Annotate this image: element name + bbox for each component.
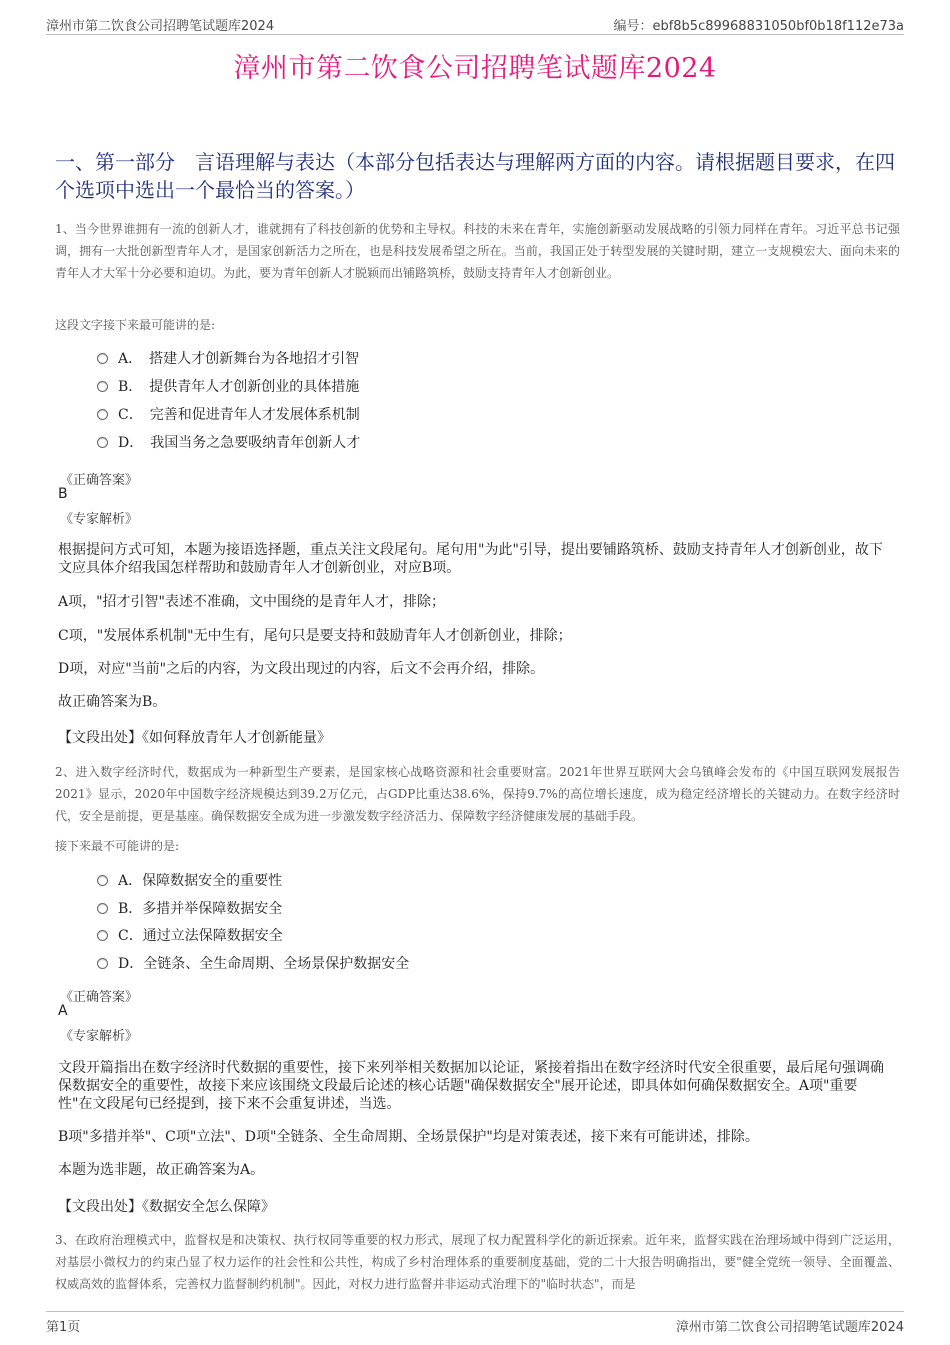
q2-analysis-paragraph: 文段开篇指出在数字经济时代数据的重要性，接下来列举相关数据加以论证，紧接着指出在数字经济时代安全很重要，最后尾句强调确保数据安全的重要性，故接下来应该围绕文段最后论述的核心话题"确保数据安全"展开论述，即具体如何确保数据安全。A项"重要性"在文段尾句已经提到，接下来不会重复讲述，当选。 <box>58 1060 884 1112</box>
q1-option-c[interactable]: C． 完善和促进青年人才发展体系机制 <box>97 405 360 425</box>
q1-analysis-paragraph: C项，"发展体系机制"无中生有，尾句只是要支持和鼓励青年人才创新创业，排除； <box>58 628 572 644</box>
q1-analysis-paragraph: A项，"招才引智"表述不准确，文中围绕的是青年人才，排除； <box>58 594 445 610</box>
q1-option-a[interactable]: A． 搭建人才创新舞台为各地招才引智 <box>97 349 359 369</box>
footer-doc-title: 漳州市第二饮食公司招聘笔试题库2024 <box>675 1320 904 1335</box>
q1-option-d[interactable]: D． 我国当务之急要吸纳青年创新人才 <box>97 433 360 453</box>
q2-option-b[interactable]: B．多措并举保障数据安全 <box>97 899 282 919</box>
radio-icon[interactable] <box>97 353 108 364</box>
section-heading: 一、第一部分 言语理解与表达（本部分包括表达与理解两方面的内容。请根据题目要求，在四个选项中选出一个最恰当的答案。） <box>55 150 895 202</box>
q2-option-c[interactable]: C．通过立法保障数据安全 <box>97 926 283 946</box>
q1-option-b[interactable]: B． 提供青年人才创新创业的具体措施 <box>97 377 359 397</box>
q1-passage: 1、当今世界谁拥有一流的创新人才，谁就拥有了科技创新的优势和主导权。科技的未来在青年，实施创新驱动发展战略的引领力同样在青年。习近平总书记强调，拥有一大批创新型青年人才，是国家创新活力之所在，也是科技发展希望之所在。当前，我国正处于转型发展的关键时期，建立一支规模宏大、面向未来的青年人才大军十分必要和迫切。为此，要为青年创新人才脱颖而出铺路筑桥，鼓励支持青年人才创新创业。 <box>55 222 900 280</box>
radio-icon[interactable] <box>97 903 108 914</box>
q2-source: 【文段出处】《数据安全怎么保障》 <box>58 1199 275 1215</box>
q2-analysis-paragraph: B项"多措并举"、C项"立法"、D项"全链条、全生命周期、全场景保护"均是对策表述，接下来有可能讲述，排除。 <box>58 1129 759 1145</box>
q1-answer: B <box>58 486 68 502</box>
q1-analysis-label: 《专家解析》 <box>60 512 139 527</box>
radio-icon[interactable] <box>97 381 108 392</box>
q2-answer: A <box>58 1003 68 1019</box>
q2-passage: 2、进入数字经济时代，数据成为一种新型生产要素，是国家核心战略资源和社会重要财富。2021年世界互联网大会乌镇峰会发布的《中国互联网发展报告2021》显示，2020年中国数字经济规模达到39.2万亿元，占GDP比重达38.6%，保持9.7%的高位增长速度，成为稳定经济增长的关键动力。在数字经济时代，安全是前提，更是基座。确保数据安全成为进一步激发数字经济活力、保障数字经济健康发展的基础手段。 <box>55 765 900 823</box>
page-header <box>46 12 904 35</box>
header-doc-title: 漳州市第二饮食公司招聘笔试题库2024 <box>46 19 275 34</box>
q2-answer-label: 《正确答案》 <box>60 990 139 1005</box>
q2-question: 接下来最不可能讲的是: <box>55 839 180 853</box>
radio-icon[interactable] <box>97 409 108 420</box>
q2-option-d[interactable]: D．全链条、全生命周期、全场景保护数据安全 <box>97 954 409 974</box>
page-footer <box>46 1311 904 1334</box>
q1-analysis-paragraph: 故正确答案为B。 <box>58 694 167 710</box>
header-doc-id: 编号：ebf8b5c89968831050bf0b18f112e73a <box>613 19 904 34</box>
q3-passage: 3、在政府治理模式中，监督权是和决策权、执行权同等重要的权力形式，展现了权力配置科学化的新近探索。近年来，监督实践在治理场域中得到广泛运用，对基层小微权力的约束凸显了权力运作的社会性和公共性，构成了乡村治理体系的重要制度基础，党的二十大报告明确指出，要"健全党统一领导、全面覆盖、权威高效的监督体系，完善权力监督制约机制"。因此，对权力进行监督并非运动式治理下的"临时状态"，而是 <box>55 1233 900 1291</box>
q2-analysis-paragraph: 本题为选非题，故正确答案为A。 <box>58 1162 265 1178</box>
q2-analysis-label: 《专家解析》 <box>60 1029 139 1044</box>
radio-icon[interactable] <box>97 958 108 969</box>
q1-source: 【文段出处】《如何释放青年人才创新能量》 <box>58 730 331 746</box>
radio-icon[interactable] <box>97 930 108 941</box>
q1-analysis-paragraph: 根据提问方式可知，本题为接语选择题，重点关注文段尾句。尾句用"为此"引导，提出要铺路筑桥、鼓励支持青年人才创新创业，故下文应具体介绍我国怎样帮助和鼓励青年人才创新创业，对应B项。 <box>58 542 883 576</box>
q1-question: 这段文字接下来最可能讲的是: <box>55 318 216 332</box>
q1-answer-label: 《正确答案》 <box>60 473 139 488</box>
q2-option-a[interactable]: A．保障数据安全的重要性 <box>97 871 282 891</box>
page-title: 漳州市第二饮食公司招聘笔试题库2024 <box>233 53 717 84</box>
q1-analysis-paragraph: D项，对应"当前"之后的内容，为文段出现过的内容，后文不会再介绍，排除。 <box>58 661 545 677</box>
radio-icon[interactable] <box>97 437 108 448</box>
page-number: 第1页 <box>46 1320 81 1335</box>
radio-icon[interactable] <box>97 875 108 886</box>
